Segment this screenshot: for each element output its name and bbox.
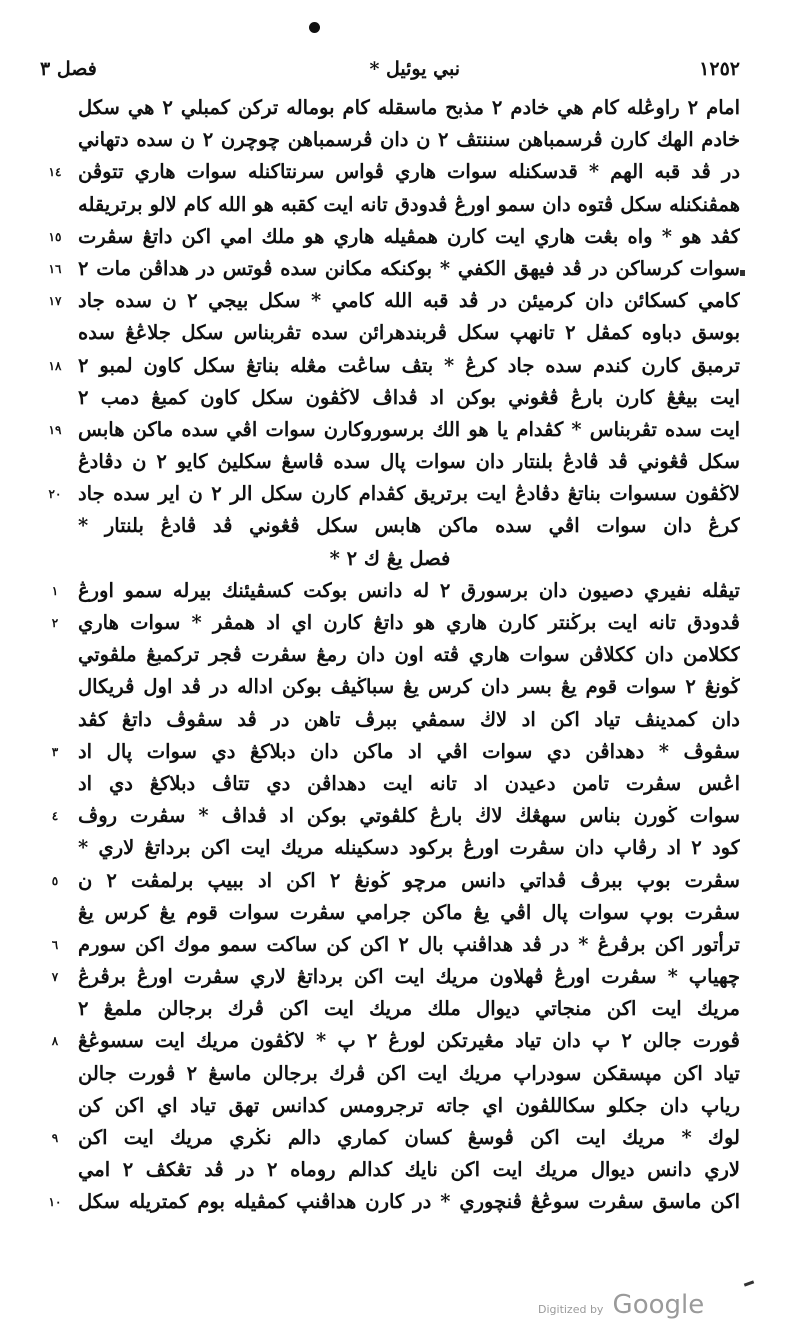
chapter-heading: فصل يڠ ك ٢ * — [329, 546, 451, 570]
page-body — [40, 92, 740, 1219]
line-text: ڬونڠ ٢ سوات قوم يڠ بسر دان كرس يڠ سباڬيڤ بوكن اداله در ڤد اول ڤريكال — [78, 675, 740, 699]
text-line — [40, 832, 740, 864]
verse-number: ٧ — [51, 970, 59, 985]
line-text: لاڬڤون سسوات بناتڠ دڤادڠ ايت برتريق كڤدام كارن سکل الر ٢ ن اير سده جاد — [78, 482, 740, 506]
line-text: چهياپ * سڤرت اورڠ ڤهلاون مريك ايت اكن برداتڠ لاري سڤرت اورڠ برڤرڠ — [78, 965, 740, 989]
line-text: امام ٢ راوڠله كام هي خادم ٢ مذبح ماسقله كام بوماله ترکن كمبلي ٢ هي سکل — [78, 96, 740, 119]
line-text: مريك ايت اكن منجاتي ديوال ملك مريك ايت اكن ڤرك برجالن ملمڠ ٢ — [78, 997, 740, 1021]
line-text: تياد اكن مپسقكن سودراپ مريك ايت اكن ڤرك برجالن ماسڠ ٢ ڤورت جالن — [78, 1061, 740, 1085]
text-line — [40, 317, 740, 349]
text-line — [40, 993, 740, 1025]
digitized-by-watermark — [538, 1290, 704, 1320]
line-text: همڤنكنله سکل ڤتوه دان سمو اورڠ ڤدودق تانه ايت كقبه هو الله كام لالو برتريقله — [78, 192, 740, 216]
text-line — [40, 285, 740, 317]
text-line — [40, 510, 740, 542]
text-line — [40, 897, 740, 929]
line-text: لوك * مريك ايت اكن ڤوسڠ كسان كماري دالم نڬري مريك ايت اكن — [78, 1126, 740, 1149]
text-line — [40, 800, 740, 832]
text-line — [40, 1186, 740, 1218]
line-text: در ڤد قبه الهم * قدسکنله سوات هاري ڤواس سرنتاكنله سوات هاري تتوڤن — [78, 160, 740, 184]
text-line — [40, 414, 740, 446]
line-text: ترأتور اكن برڤرڠ * در ڤد هداڤنپ بال ٢ اكن كن ساكت سمو موك اكن سورم — [78, 932, 740, 956]
text-line — [40, 704, 740, 736]
google-logo-text: Google — [612, 1290, 705, 1320]
line-text: ترمبق كارن كندم سده جاد كرڠ * بتڤ ساڠت مڠله بناتڠ سکل كاون لمبو ٢ — [78, 353, 740, 377]
text-line — [40, 253, 740, 285]
text-line — [40, 1058, 740, 1090]
line-text: سڤرت بوپ سوات پال اڤي يڠ ماكن جرامي سڤرت سوات قوم يڠ كرس يڠ — [78, 900, 740, 924]
verse-number: ١٤ — [48, 165, 62, 180]
text-line — [40, 189, 740, 221]
text-line — [40, 1122, 740, 1154]
verse-number: ١٨ — [48, 358, 62, 373]
digitized-by-text: Digitized by — [538, 1303, 604, 1316]
verse-number: ١٦ — [48, 261, 62, 276]
line-text: سوات كرساكن در ڤد فيهق الكفي * بوكنكه مكانن سده ڤوتس در هداڤن مات ٢ — [78, 256, 740, 280]
line-text: ككلامن دان ككلاڤن سوات هاري ڤته اون دان رمڠ سڤرت ڤجر تركمبڠ ملڤوتي — [78, 643, 740, 667]
page-number: ١٢٥٢ — [699, 58, 740, 80]
text-line — [40, 961, 740, 993]
text-line — [40, 1090, 740, 1122]
verse-number: ١٥ — [48, 229, 62, 244]
line-text: ڤدودق تانه ايت برڬنتر كارن هاري هو داتڠ كارن اي اد همڤر * سوات هاري — [78, 611, 740, 634]
text-line — [40, 156, 740, 188]
text-line — [40, 671, 740, 703]
text-line — [40, 865, 740, 897]
line-text: تيڤله نفيري دصيون دان برسورق ٢ له دانس بوكت كسڤيئنك بيرله سمو اورڠ — [78, 578, 740, 602]
text-line — [40, 736, 740, 768]
line-text: سڤرت بوپ ببرڤ ڤداتي دانس مرچو ڬونڠ ٢ اكن اد ببيپ برلمڤت ٢ ن — [78, 868, 740, 892]
chapter-heading-line — [40, 543, 740, 575]
text-line — [40, 350, 740, 382]
verse-number: ١٠ — [48, 1195, 62, 1210]
line-text: ايت بيڠڠ كارن بارڠ ڤڠوني بوكن اد ڤداڤ لاڬڤون سکل كاون كمبڠ دمب ٢ — [78, 385, 740, 409]
verse-number: ٣ — [51, 744, 59, 759]
verse-number: ٥ — [51, 873, 59, 888]
ink-dot — [309, 22, 320, 33]
line-text: كرڠ دان سوات اڤي سده ماكن هابس سکل ڤڠوني ڤد ڤادڠ بلنتار * — [78, 514, 740, 538]
text-line — [40, 478, 740, 510]
section-label: فصل ٣ — [40, 58, 97, 80]
line-text: اڠس سڤرت تامن دعيدن اد تانه ايت دهداڤن دي تتاڤ دبلاكڠ دي اد — [78, 771, 740, 795]
verse-number: ٦ — [51, 937, 59, 952]
text-line — [40, 1025, 740, 1057]
text-line — [40, 221, 740, 253]
verse-number: ١٧ — [48, 294, 62, 309]
verse-number: ٤ — [51, 809, 59, 824]
line-text: اكن ماسق سڤرت سوڠڠ ڤنچوري * در كارن هداڤنپ كمڤيله بوم كمتريله سکل — [78, 1190, 740, 1214]
text-line — [40, 1154, 740, 1186]
page-header — [40, 58, 740, 88]
text-line — [40, 382, 740, 414]
verse-number: ١٩ — [48, 422, 62, 437]
line-text: رياپ دان جكلو سكاللڤون اي جاته ترجرومس كدانس تهق تياد اي اكن كن — [78, 1093, 740, 1117]
verse-number: ٢٠ — [48, 487, 62, 502]
line-text: بوسق دباوه كمڤل ٢ تانهپ سکل ڤربندهرائن سده تڤربناس سکل جلاڠڠ سده — [78, 321, 740, 345]
running-title: نبي يوئيل * — [369, 58, 460, 80]
verse-number: ١ — [51, 583, 59, 598]
text-line — [40, 929, 740, 961]
line-text: سوات ڬورن بناس سهڠڬ لاڬ بارڠ كلڤوتي بوكن اد ڤداڤ * سڤرت روڤ — [78, 804, 740, 828]
line-text: لاري دانس ديوال مريك ايت اكن نايك كدالم روماه ٢ در ڤد تڠكڤ ٢ امي — [78, 1158, 740, 1182]
line-text: خادم الهك كارن ڤرسمباهن سننتڤ ٢ ن دان ڤرسمباهن چوچرن ٢ ن سده دتهاني — [78, 128, 740, 152]
text-line — [40, 768, 740, 800]
line-text: ڤورت جالن ٢ پ دان تياد مڠيرتكن لورڠ ٢ پ * لاڬڤون مريك ايت سسوڠڠ — [78, 1029, 740, 1053]
line-text: سڤوڤ * دهداڤن دي سوات اڤي اد ماكن دان دبلاكڠ دي سوات پال اد — [78, 739, 740, 763]
line-text: ايت سده تڤربناس * كڤدام يا هو الك برسوروكارن سوات اڤي سده ماكن هابس — [78, 417, 740, 441]
ink-speck — [740, 270, 745, 276]
line-text: دان كمدينڤ تياد اكن اد لاڬ سمڤي ببرڤ تاهن در ڤد سڤوڤ داتڠ كڤد — [78, 707, 740, 731]
verse-number: ٨ — [51, 1034, 59, 1049]
text-line — [40, 607, 740, 639]
text-line — [40, 575, 740, 607]
ink-speck — [744, 1280, 754, 1286]
text-line — [40, 92, 740, 124]
line-text: كڤد هو * واه بڠت هاري ايت كارن همڤيله هاري هو ملك امي اكن داتڠ سڤرت — [78, 224, 740, 248]
text-line — [40, 446, 740, 478]
line-text: كامي كسكائن دان كرميئن در ڤد قبه الله كامي * سکل بيجي ٢ ن سده جاد — [78, 289, 740, 313]
text-line — [40, 639, 740, 671]
line-text: كود ٢ اد رڤاپ دان سڤرت اورڠ بركود دسكينله مريك ايت اكن برداتڠ لاري * — [78, 836, 740, 860]
line-text: سکل ڤڠوني ڤد ڤادڠ بلنتار دان سوات پال سده ڤاسڠ سکليڽ كايو ٢ ن دڤادڠ — [78, 450, 740, 474]
verse-number: ٩ — [51, 1131, 59, 1145]
text-line — [40, 124, 740, 156]
verse-number: ٢ — [51, 616, 59, 630]
